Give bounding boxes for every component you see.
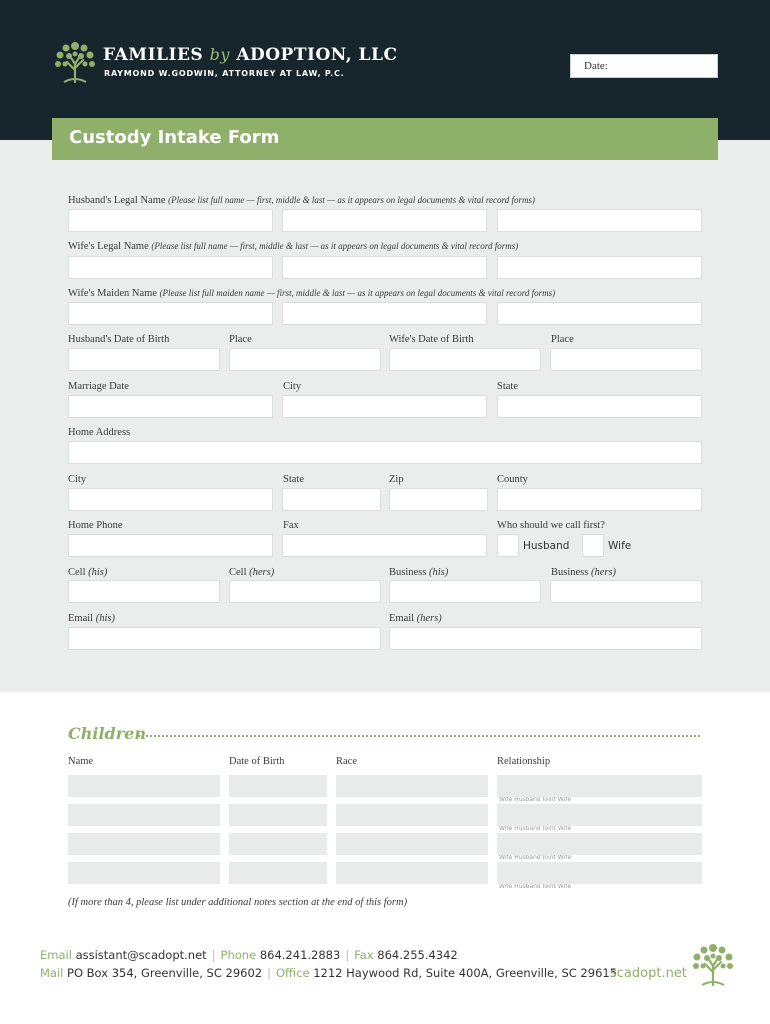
footer-office: 1212 Haywood Rd, Suite 400A, Greenville, SC 29615 <box>313 966 618 980</box>
county-field[interactable] <box>497 488 702 511</box>
marriage-state-label: State <box>497 381 518 392</box>
child-3-dob-field[interactable] <box>229 833 327 855</box>
footer-phone-label: Phone <box>220 948 257 962</box>
child-3-relationship-options: Wife Husband Joint Wife <box>499 855 572 859</box>
cell-hers-field[interactable] <box>229 580 381 603</box>
footer-mail-label: Mail <box>40 966 64 980</box>
marriage-city-field[interactable] <box>282 395 487 418</box>
children-col-relationship: Relationship <box>497 756 551 767</box>
wife-place-field[interactable] <box>550 348 702 371</box>
tree-logo-icon <box>52 38 98 84</box>
footer-email[interactable]: assistant@scadopt.net <box>75 948 207 962</box>
footer-address-line: Mail PO Box 354, Greenville, SC 29602 | Office 1212 Haywood Rd, Suite 400A, Greenville, SC 29615 <box>40 966 618 980</box>
fax-label: Fax <box>283 520 299 531</box>
child-3-relationship-field[interactable] <box>497 833 702 855</box>
child-2-relationship-field[interactable] <box>497 804 702 826</box>
wife-dob-label: Wife's Date of Birth <box>389 334 474 345</box>
call-husband-checkbox[interactable] <box>497 534 519 557</box>
children-divider <box>138 733 700 737</box>
child-1-race-field[interactable] <box>336 775 488 797</box>
child-1-relationship-options: Wife Husband Joint Wife <box>499 797 572 801</box>
footer-tree-logo-icon <box>690 941 736 987</box>
state-label: State <box>283 474 304 485</box>
child-2-race-field[interactable] <box>336 804 488 826</box>
business-hers-field[interactable] <box>550 580 702 603</box>
wife-middle-name-field[interactable] <box>282 256 487 279</box>
county-label: County <box>497 474 528 485</box>
marriage-state-field[interactable] <box>497 395 702 418</box>
child-3-name-field[interactable] <box>68 833 220 855</box>
wife-first-name-field[interactable] <box>68 256 273 279</box>
cell-hers-label: Cell (hers) <box>229 567 275 578</box>
wife-last-name-field[interactable] <box>497 256 702 279</box>
business-his-label: Business (his) <box>389 567 449 578</box>
date-label: Date: <box>584 60 608 72</box>
children-note: (If more than 4, please list under additional notes section at the end of this form) <box>68 897 408 908</box>
city-label: City <box>68 474 87 485</box>
wife-place-label: Place <box>551 334 574 345</box>
children-heading: Children <box>68 724 146 743</box>
home-address-label: Home Address <box>68 427 131 438</box>
child-1-relationship-field[interactable] <box>497 775 702 797</box>
child-2-dob-field[interactable] <box>229 804 327 826</box>
zip-field[interactable] <box>389 488 488 511</box>
children-col-dob: Date of Birth <box>229 756 285 767</box>
husband-place-field[interactable] <box>229 348 381 371</box>
footer-office-label: Office <box>276 966 310 980</box>
cell-his-field[interactable] <box>68 580 220 603</box>
children-col-race: Race <box>336 756 357 767</box>
child-4-name-field[interactable] <box>68 862 220 884</box>
home-address-field[interactable] <box>68 441 702 464</box>
home-phone-label: Home Phone <box>68 520 123 531</box>
email-hers-field[interactable] <box>389 627 702 650</box>
husband-dob-label: Husband's Date of Birth <box>68 334 170 345</box>
child-2-name-field[interactable] <box>68 804 220 826</box>
home-phone-field[interactable] <box>68 534 273 557</box>
marriage-date-field[interactable] <box>68 395 273 418</box>
child-4-relationship-field[interactable] <box>497 862 702 884</box>
husband-first-name-field[interactable] <box>68 209 273 232</box>
wife-dob-field[interactable] <box>389 348 541 371</box>
state-field[interactable] <box>282 488 381 511</box>
city-field[interactable] <box>68 488 273 511</box>
child-1-name-field[interactable] <box>68 775 220 797</box>
child-1-dob-field[interactable] <box>229 775 327 797</box>
call-wife-checkbox[interactable] <box>582 534 604 557</box>
firm-name: FAMILIES by ADOPTION, LLC <box>103 45 398 65</box>
call-husband-label: Husband <box>523 540 570 552</box>
husband-dob-field[interactable] <box>68 348 220 371</box>
child-4-relationship-options: Wife Husband Joint Wife <box>499 884 572 888</box>
child-4-dob-field[interactable] <box>229 862 327 884</box>
footer-website-link[interactable]: scadopt.net <box>610 966 687 981</box>
footer-email-label: Email <box>40 948 72 962</box>
footer-fax-label: Fax <box>354 948 374 962</box>
child-4-race-field[interactable] <box>336 862 488 884</box>
husband-legal-name-label: Husband's Legal Name (Please list full name — first, middle & last — as it appears on legal documents & vital record forms) <box>68 195 535 206</box>
wife-maiden-name-label: Wife's Maiden Name (Please list full maiden name — first, middle & last — as it appears on legal documents & vital record forms) <box>68 288 556 299</box>
marriage-city-label: City <box>283 381 302 392</box>
child-3-race-field[interactable] <box>336 833 488 855</box>
maiden-last-name-field[interactable] <box>497 302 702 325</box>
footer-phone: 864.241.2883 <box>259 948 341 962</box>
call-wife-label: Wife <box>608 540 632 552</box>
children-col-name: Name <box>68 756 94 767</box>
maiden-middle-name-field[interactable] <box>282 302 487 325</box>
fax-field[interactable] <box>282 534 487 557</box>
maiden-first-name-field[interactable] <box>68 302 273 325</box>
firm-subtitle: RAYMOND W.GODWIN, ATTORNEY AT LAW, P.C. <box>104 69 345 78</box>
zip-label: Zip <box>389 474 404 485</box>
email-his-field[interactable] <box>68 627 381 650</box>
husband-place-label: Place <box>229 334 252 345</box>
call-first-label: Who should we call first? <box>497 520 605 531</box>
child-2-relationship-options: Wife Husband Joint Wife <box>499 826 572 830</box>
wife-legal-name-label: Wife's Legal Name (Please list full name — first, middle & last — as it appears on legal documents & vital record forms) <box>68 241 519 252</box>
email-hers-label: Email (hers) <box>389 613 442 624</box>
business-hers-label: Business (hers) <box>551 567 617 578</box>
cell-his-label: Cell (his) <box>68 567 108 578</box>
email-his-label: Email (his) <box>68 613 115 624</box>
footer-contact-line: Email assistant@scadopt.net | Phone 864.241.2883 | Fax 864.255.4342 <box>40 948 458 962</box>
business-his-field[interactable] <box>389 580 541 603</box>
footer-fax: 864.255.4342 <box>377 948 458 962</box>
footer-mail: PO Box 354, Greenville, SC 29602 <box>67 966 263 980</box>
form-title: Custody Intake Form <box>69 127 280 148</box>
husband-last-name-field[interactable] <box>497 209 702 232</box>
husband-middle-name-field[interactable] <box>282 209 487 232</box>
marriage-date-label: Marriage Date <box>68 381 129 392</box>
